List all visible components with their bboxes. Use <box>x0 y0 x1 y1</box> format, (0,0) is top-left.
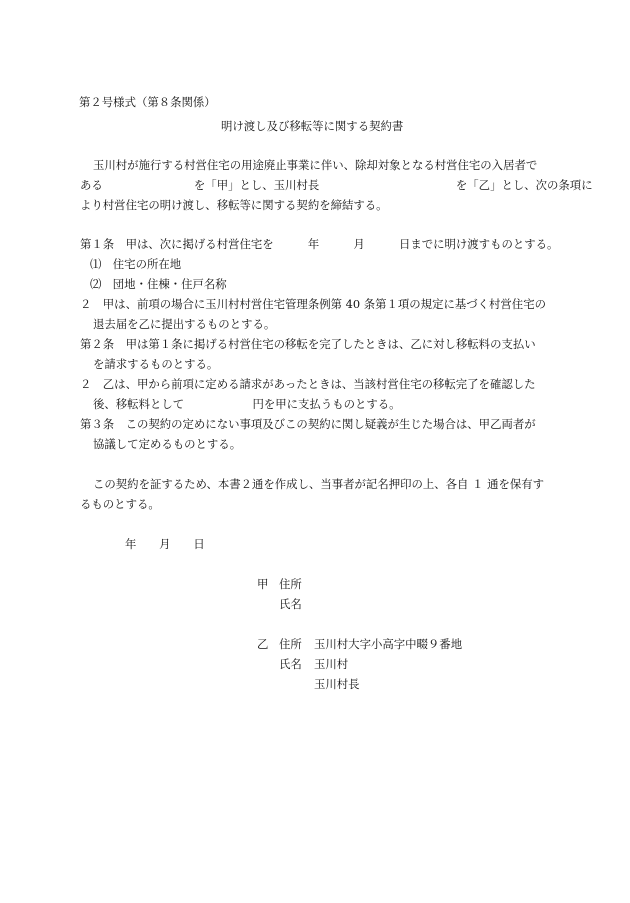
article-3-cont: 協議して定めるものとする。 <box>93 437 242 451</box>
article-2-paragraph-2-cont: 後、移転料として 円を甲に支払うものとする。 <box>93 397 401 411</box>
article-1-paragraph-2: ２ 甲は、前項の場合に玉川村村営住宅管理条例第 40 条第１項の規定に基づく村営住宅の <box>80 297 546 311</box>
party-b-address-value: 玉川村大字小高字中畷９番地 <box>314 637 463 651</box>
party-b-name-label: 氏名 <box>279 657 302 671</box>
closing-line-2: るものとする。 <box>80 497 160 511</box>
party-b-name-value-2: 玉川村長 <box>314 677 360 691</box>
preamble-line-2: ある を「甲」とし、玉川村長 を「乙」とし、次の条項に <box>80 178 593 192</box>
closing-line-1: この契約を証するため、本書２通を作成し、当事者が記名押印の上、各自 １ 通を保有す <box>93 477 545 491</box>
article-1-paragraph-2-cont: 退去届を乙に提出するものとする。 <box>93 317 276 331</box>
preamble-line-3: より村営住宅の明け渡し、移転等に関する契約を締結する。 <box>80 198 388 212</box>
document-title: 明け渡し及び移転等に関する契約書 <box>221 119 404 133</box>
form-label: 第２号様式（第８条関係） <box>79 95 216 109</box>
party-b-name-value-1: 玉川村 <box>314 657 349 671</box>
article-2-cont: を請求するものとする。 <box>93 357 219 371</box>
party-a-address-label: 住所 <box>279 577 302 591</box>
party-a-name-label: 氏名 <box>279 597 302 611</box>
article-3: 第３条 この契約の定めにない事項及びこの契約に関し疑義が生じた場合は、甲乙両者が <box>80 417 536 431</box>
article-1: 第１条 甲は、次に掲げる村営住宅を 年 月 日までに明け渡すものとする。 <box>80 237 559 251</box>
party-b-role: 乙 <box>257 637 269 651</box>
date-line: 年 月 日 <box>125 537 205 551</box>
article-1-item-2: ⑵ 団地・住棟・住戸名称 <box>90 277 227 291</box>
party-b-address-label: 住所 <box>279 637 302 651</box>
article-2: 第２条 甲は第１条に掲げる村営住宅の移転を完了したときは、乙に対し移転料の支払い <box>80 337 536 351</box>
party-a-role: 甲 <box>257 577 269 591</box>
preamble-line-1: 玉川村が施行する村営住宅の用途廃止事業に伴い、除却対象となる村営住宅の入居者で <box>93 158 538 172</box>
article-2-paragraph-2: ２ 乙は、甲から前項に定める請求があったときは、当該村営住宅の移転完了を確認した <box>80 377 536 391</box>
article-1-item-1: ⑴ 住宅の所在地 <box>90 257 182 271</box>
